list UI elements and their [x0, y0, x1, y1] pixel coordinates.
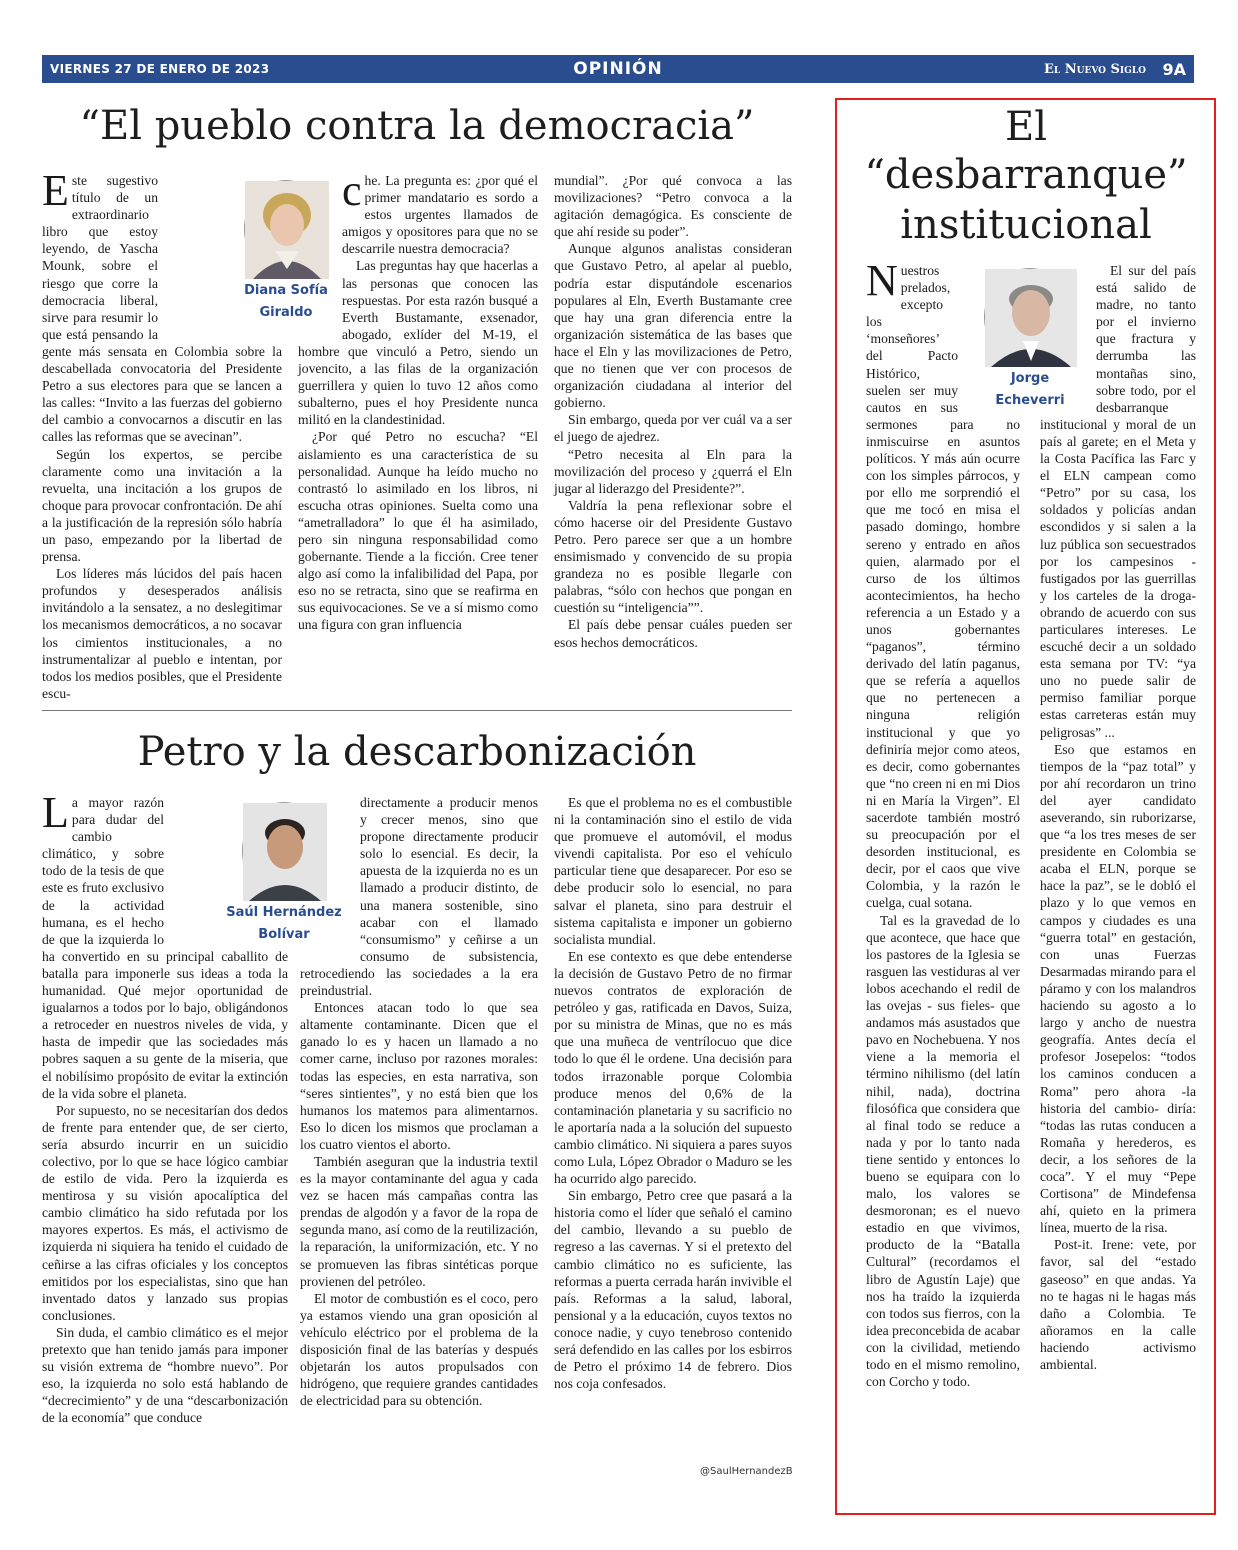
section-title: OPINIÓN [573, 59, 663, 79]
page-number: 9A [1162, 59, 1186, 79]
article3-column-1 [866, 256, 1020, 1492]
article1-paragraph: Según los expertos, se percibe claramente como una invitación a la revuelta, una incitación a los grupos de choque para provocar confrontación. De ahí a la justificación de la represión sólo habría un paso, empezando por la libertad de prensa. [42, 446, 282, 565]
author-photo-space [300, 794, 356, 964]
article2-paragraph: Sin embargo, Petro cree que pasará a la historia como el líder que señaló el camino del cambio, llevando a su pueblo de regreso a las cavernas. Y si el pretexto del cambio climático no es suficiente, las reformas a puerta cerrada harán invivible el país. Reformas a la salud, laboral, pensional y a la educación, cuyos textos no conoce nadie, y cuyo tenebroso contenido será defendido en las calles por los esbirros de Petro el próximo 14 de febrero. Dios nos coja confesados. [554, 1188, 792, 1392]
article3-paragraph: Nuestros prelados, excepto los ‘monseñores’ del Pacto Histórico, suelen ser muy cautos en sus sermones para no inmiscuirse en asuntos políticos. Y más aún ocurre con los simples párrocos, y por ello me sorprendió el que me tocó en misa el pasado domingo, hombre sereno y entrado en años quien, alarmado por el curso de los últimos acontecimientos, ha hecho referencia a un Estado y a unos gobernantes “paganos”, término derivado del latín paganus, que se refería a aquellos que no pertenecen a ninguna religión institucional y que yo definiría mejor como ateos, es decir, como gobernantes que “no creen ni en mi Dios ni en María la Virgen”. El sacerdote también mostró su preocupación por el desorden institucional, es decir, por el caos que vive Colombia, y la razón le cuelga, cual sotana. [866, 256, 1020, 911]
author-name-line: Echeverri [995, 393, 1065, 408]
author-name-line: Bolívar [258, 927, 310, 942]
article1-paragraph: che. La pregunta es: ¿por qué el primer mandatario es sordo a estos urgentes llamados de amigos y opositores para que no se descarrile nuestra democracia? [342, 166, 538, 257]
article1-paragraph: Los líderes más lúcidos del país hacen profundos y desesperados análisis invitándolo a la sensatez, a no deslegitimar los mecanismos democráticos, a no socavar los cimientos institucionales, a no instrumentalizar al pueblo e intentan, por todos los medios posibles, que el Presidente escu- [42, 566, 282, 701]
article2-paragraph: directamente a producir menos y crecer menos, sino que propone directamente producir solo lo esencial. Es decir, la apuesta de la izquierda no es un llamado a producir distinto, de una manera sostenible, sino acabar con el llamado “consumismo” y ceñirse a un consumo de subsistencia, retrocediendo las sociedades a la era preindustrial. [300, 795, 538, 999]
article2-column-3 [554, 794, 792, 1464]
article2-paragraph: La mayor razón para dudar del cambio climático, y sobre todo de la tesis de que este es fruto exclusivo de la actividad humana, es el hecho de que la izquierda lo ha convertido en su principal caballito de batalla para imponerle sus ideas a toda la humanidad. Qué mejor oportunidad de igualarnos a todos por lo bajo, obligándonos a retroceder en nuestros niveles de vida, y hasta de impedir que las sociedades más pobres saquen a su gente de la miseria, que el nobilísimo propósito de evitar la extinción de la vida sobre el planeta. [42, 788, 288, 1101]
article3-paragraph: Post-it. Irene: vete, por favor, sal del “estado gaseoso” en que andas. Ya no te hagas ni le hagas más daño a Colombia. Te añoramos en la calle haciendo activismo ambiental. [1040, 1237, 1196, 1372]
article2-column-2 [300, 794, 538, 1484]
article1-title: “El pueblo contra la democracia” [79, 103, 755, 149]
article1-paragraph: “Petro necesita al Eln para la movilización del proceso y ¿querrá el Eln jugar al liderazgo del Presidente?”. [554, 446, 792, 496]
article-divider [42, 710, 792, 711]
article3-paragraph: Tal es la gravedad de lo que acontece, que hace que los pastores de la Iglesia se rasguen las vestiduras al ver lobos acechando el redil de las ovejas - sus fieles- que andamos más asustados que pavo en Nochebuena. Y nos viene a la memoria el término nihilismo (del latín nihil, nada), doctrina filosófica que considera que al final todo se reduce a nada y por lo tanto nada tiene sentido y entonces lo bueno se equipara con lo malo, los valores se desmoronan; es el nuevo estadio en que vivimos, producto de la “Batalla Cultural” (recordamos el libro de Agustín Laje) que nos ha traído la izquierda con todos sus fierros, con la idea preconcebida de acabar con la civilidad, metiendo todo en el mismo remolino, con Corcho y todo. [866, 912, 1020, 1390]
article1-paragraph: Las preguntas hay que hacerlas a las personas que conocen las respuestas. Por esta razón busqué a Everth Bustamante, exsenador, abogado, exlíder del M-19, el hombre que vinculó a Petro, siendo un jovencito, a las filas de la organización guerrillera y quien lo tuvo 12 años como subalterno, pues el hoy Presidente nunca militó en la clandestinidad. [298, 258, 538, 428]
article1-paragraph: ¿Por qué Petro no escucha? “El aislamiento es una característica de su personalidad. Aunque ha leído mucho no contrastó lo asimilado en los libros, ni escucha otras opiniones. Suelta como una “ametralladora” lo que él ha asimilado, pero sin ninguna responsabilidad como gobernante. Tiende a la ficción. Cree tener algo así como la infalibilidad del Papa, por eso no se retracta, sino que se reafirma en sus equivocaciones. Se ve a sí mismo como una figura con gran influencia [298, 429, 538, 633]
article1-paragraph: Valdría la pena reflexionar sobre el cómo hacerse oir del Presidente Gustavo Petro. Pero parece ser que a un hombre ensimismado y convencido de su propia grandeza no es posible llegarle con palabras, “sólo con hechos que pongan en cuestión su “inteligencia””. [554, 497, 792, 616]
article3-title-line: institucional [900, 202, 1152, 248]
article2-paragraph: Es que el problema no es el combustible ni la contaminación sino el estilo de vida que promueve el automóvil, el modus vivendi capitalista. Por eso el vehículo particular tiene que desaparecer. Por eso se debe producir solo lo esencial, no para salvar el planeta, sino para destruir el sistema capitalista e imponer un gobierno socialista mundial. [554, 795, 792, 947]
article1-paragraph: El país debe pensar cuáles pueden ser esos hechos democráticos. [554, 617, 792, 650]
article3-column-2 [1040, 262, 1196, 1492]
article2-paragraph: Entonces atacan todo lo que sea altamente contaminante. Dicen que el ganado lo es y hacen un llamado a no comer carne, incluso por razones morales: todas las especies, en esta narrativa, son “seres sintientes”, y no está bien que los humanos los matemos para alimentarnos. Eso lo dicen los mismos que proclaman a los cuatro vientos el aborto. [300, 1000, 538, 1152]
article1-paragraph: Aunque algunos analistas consideran que Gustavo Petro, al apelar al pueblo, podría estar disputándole escenarios populares al Eln, Everth Bustamante cree que hay una gran diferencia entre la organización sistemática de las bases que hace el Eln y las movilizaciones de Petro, que no tienen que ver con procesos de organización ciudadana al interior del gobierno. [554, 241, 792, 411]
author-name-line: Diana Sofía [244, 283, 328, 298]
article1-paragraph: mundial”. ¿Por qué convoca a las movilizaciones? “Petro convoca a la agitación demagógica. Es consciente de que ahí reside su poder”. [554, 173, 792, 240]
article1-column-2 [298, 166, 538, 692]
article3-title-line: “desbarranque” [864, 152, 1188, 198]
article2-paragraph: También aseguran que la industria textil es la mayor contaminante del agua y cada vez se hacen más campañas contra las prendas de algodón y a favor de la ropa de segunda mano, así como de la reutilización, la reparación, la uniformización, etc. Y no se promueven las fibras sintéticas porque provienen del petróleo. [300, 1153, 538, 1289]
article3-paragraph: Eso que estamos en tiempos de la “paz total” y por ahí recordaron un trino del ayer candidato aseverando, sin ruborizarse, que “a los tres meses de ser presidente en Colombia se acaba el ELN, porque se hace la paz”, se le dobló el plazo y lo que vemos en campos y ciudades es una “guerra total” en gestación, con unas Fuerzas Desarmadas mirando para el páramo y con los malandros haciendo su agosto a lo largo y ancho de nuestra geografía. Antes decía el profesor Josepelos: “todos los caminos conducen a Roma” pero ahora -la historia del cambio- diría: “todas las rutas conducen a Romaña y herederos, es decir, a los señores de la coca”. Y el muy “Pepe Cortisona” de Mindefensa ahí, quieto en la primera línea, muerto de la risa. [1040, 741, 1196, 1236]
author-photo-space [298, 172, 338, 332]
author-name-line: Saúl Hernández [226, 905, 342, 920]
article2-paragraph: El motor de combustión es el coco, pero ya estamos viendo una gran oposición al vehículo eléctrico por el problema de la disposición final de las baterías y después objetarán los autos propulsados con hidrógeno, que requiere grandes cantidades de electricidad para su obtención. [300, 1290, 538, 1409]
author-name-line: Giraldo [259, 305, 313, 320]
author-photo-space [1040, 262, 1092, 414]
article3-paragraph: El sur del país está salido de madre, no tanto por el invierno que fractura y derrumba las montañas sino, sobre todo, por el desbarranque institucional y moral de un país al garete; en el Meta y la Costa Pacífica las Farc y el ELN campean como “Petro” por su casa, los soldados y policías andan escondidos y si salen a la luz pública son secuestrados por los campesinos -fustigados por las guerrillas y los carteles de la droga- obrando de acuerdo con sus particulares intereses. Le escuché decir a un soldado esta semana por TV: “ya uno no puede salir de permiso familiar porque estas carreteras están muy peligrosas” ... [1040, 263, 1196, 740]
issue-date: VIERNES 27 DE ENERO DE 2023 [50, 62, 270, 76]
newspaper-brand: El Nuevo Siglo [1044, 61, 1146, 77]
author-twitter-handle: @SaulHernandezB [700, 1466, 793, 1477]
article3-title-line: El [1005, 104, 1047, 150]
article2-paragraph: Sin duda, el cambio climático es el mejor pretexto que han tenido jamás para imponer su visión extrema de “hombre nuevo”. Por eso, la izquierda no solo está hablando de “decrecimiento” y de una “descarbonización de la economía” que conduce [42, 1324, 288, 1426]
article1-paragraph: Este sugestivo título de un extraordinario libro que estoy leyendo, de Yascha Mounk, sobre el riesgo que corre la democracia liberal, sirve para resumir lo que está pensando la gente más sensata en Colombia sobre la descabellada convocatoria del Presidente Petro a sus electores para que se lancen a las calles: “Invito a las fuerzas del gobierno del cambio a convocarnos a discutir en las calles las reformas que se avecinan”. [42, 166, 282, 445]
article2-paragraph: En ese contexto es que debe entenderse la decisión de Gustavo Petro de no firmar nuevos contratos de exploración de petróleo y gas, ratificada en Davos, Suiza, por su ministra de Minas, que no es más que una muñeca de ventrílocuo que dice todo lo que él le ordene. Una decisión para todos irrazonable porque Colombia produce menos del 0,6% de la contaminación planetaria y su sacrificio no le aportaría nada a la solución del supuesto cambio climático. Ni siquiera a pares suyos como Lula, López Obrador o Maduro se les ha ocurrido algo parecido. [554, 948, 792, 1187]
article2-title: Petro y la descarbonización [137, 729, 697, 775]
article1-paragraph: Sin embargo, queda por ver cuál va a ser el juego de ajedrez. [554, 412, 792, 445]
article2-paragraph: Por supuesto, no se necesitarían dos dedos de frente para entender que, de ser cierto, sería absurdo incurrir en un suicidio colectivo, por lo que se hace lógico cambiar de estilo de vida. Pero la izquierda es mentirosa y su visión apocalíptica del cambio climático ha sido refutada por los mayores expertos. Es más, el activismo de izquierda ni siquiera ha tenido el cuidado de ceñirse a las cifras oficiales y los conceptos emitidos por los especialistas, sino que han inventado datos y lanzado sus propias conclusiones. [42, 1102, 288, 1323]
page-header [42, 55, 1194, 83]
author-name-line: Jorge [1010, 371, 1050, 386]
article1-column-3 [554, 172, 792, 692]
